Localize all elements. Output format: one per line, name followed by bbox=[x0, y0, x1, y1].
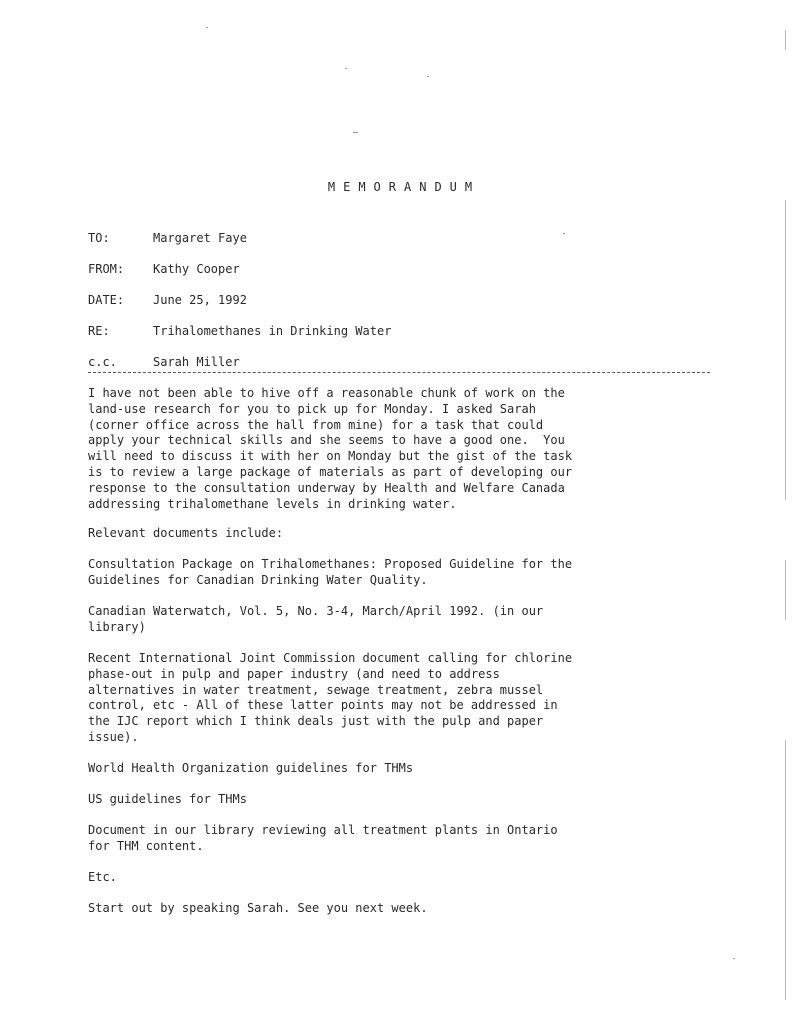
from-row bbox=[88, 261, 240, 277]
from-label: FROM: bbox=[88, 262, 125, 276]
paragraph-consultation-package: Consultation Package on Trihalomethanes: Proposed Guideline for the Guidelines for Canadian Drinking Water Quality. bbox=[88, 557, 573, 587]
paragraph-etc: Etc. bbox=[88, 870, 117, 884]
scan-speck bbox=[345, 68, 347, 69]
scan-speck bbox=[733, 958, 735, 959]
scan-speck bbox=[353, 132, 358, 133]
to-label: TO: bbox=[88, 231, 110, 245]
header-divider bbox=[88, 372, 710, 373]
scan-edge-line bbox=[785, 30, 786, 50]
paragraph-us: US guidelines for THMs bbox=[88, 792, 247, 806]
paragraph-waterwatch: Canadian Waterwatch, Vol. 5, No. 3-4, March/April 1992. (in our library) bbox=[88, 604, 544, 634]
date-row bbox=[88, 292, 247, 308]
to-row bbox=[88, 230, 247, 246]
paragraph-ijc: Recent International Joint Commission document calling for chlorine phase-out in pulp and paper industry (and need to address alternatives in water treatment, sewage treatment, zebra mussel control, etc - All of these latter points may not be addressed in the IJC report which I think deals just with the pulp and paper issue). bbox=[88, 651, 573, 744]
cc-label: c.c. bbox=[88, 355, 117, 369]
scan-edge-line bbox=[785, 560, 786, 620]
scan-speck bbox=[427, 76, 429, 77]
scan-edge-line bbox=[785, 740, 786, 1000]
scan-edge-line bbox=[785, 200, 786, 500]
scan-speck bbox=[563, 233, 565, 234]
from-value: Kathy Cooper bbox=[153, 262, 240, 276]
paragraph-intro: I have not been able to hive off a reasonable chunk of work on the land-use research for you to pick up for Monday. I asked Sarah (corner office across the hall from mine) for a task that could apply your technical skills and she seems to have a good one. You will need to discuss it with her on Monday but the gist of the task is to review a large package of materials as part of developing our response to the consultation underway by Health and Welfare Canada addressing trihalomethane levels in drinking water. bbox=[88, 386, 573, 511]
scan-speck bbox=[206, 27, 208, 28]
date-value: June 25, 1992 bbox=[153, 293, 247, 307]
date-label: DATE: bbox=[88, 293, 125, 307]
cc-row bbox=[88, 354, 240, 370]
paragraph-relevant-docs: Relevant documents include: bbox=[88, 526, 284, 540]
re-value: Trihalomethanes in Drinking Water bbox=[153, 324, 392, 338]
to-value: Margaret Faye bbox=[153, 231, 247, 245]
paragraph-library-doc: Document in our library reviewing all treatment plants in Ontario for THM content. bbox=[88, 823, 558, 853]
paragraph-closing: Start out by speaking Sarah. See you next week. bbox=[88, 901, 428, 915]
re-row bbox=[88, 323, 391, 339]
cc-value: Sarah Miller bbox=[153, 355, 240, 369]
paragraph-who: World Health Organization guidelines for THMs bbox=[88, 761, 414, 775]
memo-title: MEMORANDUM bbox=[327, 180, 481, 194]
re-label: RE: bbox=[88, 324, 110, 338]
